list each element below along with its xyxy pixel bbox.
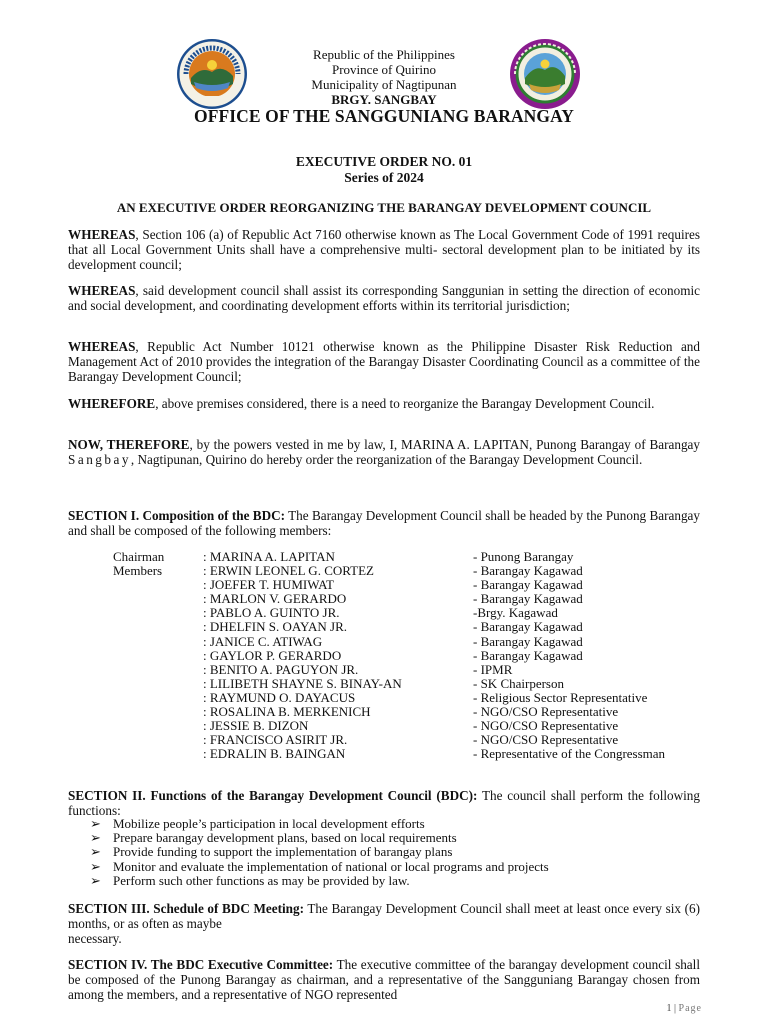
section-4-paragraph [68, 957, 700, 1002]
member-position: - Barangay Kagawad [473, 577, 583, 593]
member-name: : DHELFIN S. OAYAN JR. [203, 619, 347, 635]
function-item [90, 831, 549, 845]
member-row [113, 620, 713, 634]
member-role [113, 592, 203, 606]
member-row [113, 635, 713, 649]
function-text: Perform such other functions as may be provided by law. [113, 872, 410, 888]
section-1-text: The Barangay Development Council shall be headed by the Punong Barangay and shall be composed of the following members: [68, 508, 701, 538]
member-position: - SK Chairperson [473, 675, 564, 691]
member-position: - Barangay Kagawad [473, 619, 583, 635]
member-role [113, 620, 203, 634]
member-row [113, 747, 713, 761]
member-role [113, 578, 203, 592]
member-name: : ROSALINA B. MERKENICH [203, 704, 371, 720]
section-3-paragraph [68, 901, 700, 946]
header-barangay: BRGY. SANGBAY [331, 92, 437, 107]
section-3-text: The Barangay Development Council shall meet at least once every six (6) months, or as often as maybe [68, 901, 700, 931]
section-1-lead: SECTION I. Composition of the BDC: [68, 508, 286, 523]
wherefore-lead: WHEREFORE [68, 396, 156, 411]
member-name: : GAYLOR P. GERARDO [203, 647, 342, 663]
member-row [113, 705, 713, 719]
member-position: - NGO/CSO Representative [473, 704, 619, 720]
member-position: - Barangay Kagawad [473, 591, 583, 607]
member-position: - Barangay Kagawad [473, 563, 583, 579]
member-role [113, 705, 203, 719]
member-name: : JANICE C. ATIWAG [203, 633, 323, 649]
section-1-paragraph [68, 508, 700, 538]
order-heading [0, 154, 768, 186]
section-2-paragraph [68, 788, 700, 818]
member-role: Members [113, 563, 163, 579]
now-therefore-lead: NOW, THEREFORE [68, 437, 190, 452]
member-role [113, 733, 203, 747]
function-item [90, 845, 549, 859]
member-role [113, 635, 203, 649]
now-therefore-text-b: , Nagtipunan, Quirino do hereby order the reorganization of the Barangay Development Council. [130, 452, 643, 467]
whereas-text: , said development council shall assist its corresponding Sanggunian in setting the direction of economic and social development, and coordinating development efforts within its territorial jurisdiction; [68, 283, 700, 313]
member-name: : MARLON V. GERARDO [203, 591, 347, 607]
member-name: : RAYMUND O. DAYACUS [203, 689, 356, 705]
section-4-lead: SECTION IV. The BDC Executive Committee: [68, 957, 334, 972]
barangay-name-spaced: Sangbay [68, 452, 131, 467]
member-role [113, 747, 203, 761]
member-row [113, 550, 713, 564]
member-name: : JESSIE B. DIZON [203, 718, 309, 734]
member-role [113, 663, 203, 677]
member-name: : FRANCISCO ASIRIT JR. [203, 732, 348, 748]
page-footer [667, 1003, 702, 1014]
member-name: : MARINA A. LAPITAN [203, 549, 335, 564]
whereas-paragraph-3 [68, 339, 700, 384]
page-word: Page [678, 1003, 702, 1014]
member-row [113, 677, 713, 691]
members-list [113, 550, 713, 761]
arrow-bullet-icon: ➢ [90, 816, 101, 831]
member-role [113, 691, 203, 705]
member-name: : JOEFER T. HUMIWAT [203, 577, 334, 593]
letterhead [0, 47, 768, 107]
whereas-text: , Section 106 (a) of Republic Act 7160 otherwise known as The Local Government Code of 1991 requires that all Local Government Units shall have a comprehensive multi- sectoral development plan to be initiated by its development council; [68, 227, 700, 272]
member-row [113, 606, 713, 620]
order-series: Series of 2024 [344, 170, 424, 185]
member-name: : BENITO A. PAGUYON JR. [203, 661, 359, 677]
header-province: Province of Quirino [332, 62, 436, 77]
member-position: - NGO/CSO Representative [473, 718, 619, 734]
function-text: Prepare barangay development plans, based on local requirements [113, 830, 457, 846]
page-number: 1 [666, 1003, 672, 1014]
functions-list [90, 817, 549, 888]
arrow-bullet-icon: ➢ [90, 830, 101, 846]
header-municipality: Municipality of Nagtipunan [311, 77, 457, 92]
function-text: Provide funding to support the implementation of barangay plans [113, 844, 453, 860]
function-text: Mobilize people’s participation in local development efforts [113, 816, 425, 831]
function-item [90, 874, 549, 888]
member-name: : PABLO A. GUINTO JR. [203, 605, 340, 621]
member-role [113, 606, 203, 620]
section-2-text: The council shall perform the following functions: [68, 788, 700, 818]
whereas-paragraph-1 [68, 227, 700, 272]
member-row [113, 719, 713, 733]
now-therefore-paragraph [68, 437, 700, 467]
member-row [113, 733, 713, 747]
member-role [113, 677, 203, 691]
member-position: - Barangay Kagawad [473, 647, 583, 663]
member-name: : LILIBETH SHAYNE S. BINAY-AN [203, 675, 402, 691]
order-title: AN EXECUTIVE ORDER REORGANIZING THE BARANGAY DEVELOPMENT COUNCIL [116, 200, 652, 215]
member-role [113, 649, 203, 663]
member-role [113, 719, 203, 733]
member-position: - Punong Barangay [473, 549, 574, 564]
member-row [113, 578, 713, 592]
header-republic: Republic of the Philippines [313, 47, 455, 62]
whereas-lead: WHEREAS [68, 339, 136, 354]
function-item [90, 817, 549, 831]
wherefore-text: , above premises considered, there is a need to reorganize the Barangay Development Council. [155, 396, 655, 411]
arrow-bullet-icon: ➢ [90, 858, 101, 874]
member-row [113, 564, 713, 578]
member-row [113, 691, 713, 705]
member-name: : ERWIN LEONEL G. CORTEZ [203, 563, 374, 579]
member-position: - IPMR [473, 661, 513, 677]
office-title: OFFICE OF THE SANGGUNIANG BARANGAY [193, 106, 575, 126]
member-row [113, 663, 713, 677]
member-row [113, 649, 713, 663]
section-3-text-end: necessary. [68, 931, 122, 946]
whereas-text: , Republic Act Number 10121 otherwise known as the Philippine Disaster Risk Reduction and Management Act of 2010 provides the integration of the Barangay Disaster Coordinating Council as a committee of the Barangay Development Council; [68, 339, 700, 384]
member-name: : EDRALIN B. BAINGAN [203, 746, 346, 762]
section-3-lead: SECTION III. Schedule of BDC Meeting: [68, 901, 304, 916]
section-2-lead: SECTION II. Functions of the Barangay Development Council (BDC): [68, 788, 478, 803]
arrow-bullet-icon: ➢ [90, 872, 101, 888]
arrow-bullet-icon: ➢ [90, 844, 101, 860]
whereas-paragraph-2 [68, 283, 700, 313]
function-text: Monitor and evaluate the implementation of national or local programs and projects [113, 858, 549, 874]
member-position: -Brgy. Kagawad [473, 605, 558, 621]
member-position: - Barangay Kagawad [473, 633, 583, 649]
member-position: - NGO/CSO Representative [473, 732, 619, 748]
member-role: Chairman [113, 549, 165, 564]
order-number: EXECUTIVE ORDER NO. 01 [295, 154, 473, 169]
whereas-lead: WHEREAS [68, 227, 136, 242]
now-therefore-text-a: , by the powers vested in me by law, I, MARINA A. LAPITAN, Punong Barangay of Barangay [189, 437, 700, 452]
member-position: - Representative of the Congressman [473, 746, 666, 762]
whereas-lead: WHEREAS [68, 283, 136, 298]
member-position: - Religious Sector Representative [473, 689, 648, 705]
wherefore-paragraph [68, 396, 700, 411]
page-separator: | [671, 1003, 679, 1014]
member-row [113, 592, 713, 606]
function-item [90, 860, 549, 874]
section-4-text: The executive committee of the barangay development council shall be composed of the Punong Barangay as chairman, and a representative of the Sangguniang Barangay chosen from among the members, and a representative of NGO represented [68, 957, 700, 1002]
